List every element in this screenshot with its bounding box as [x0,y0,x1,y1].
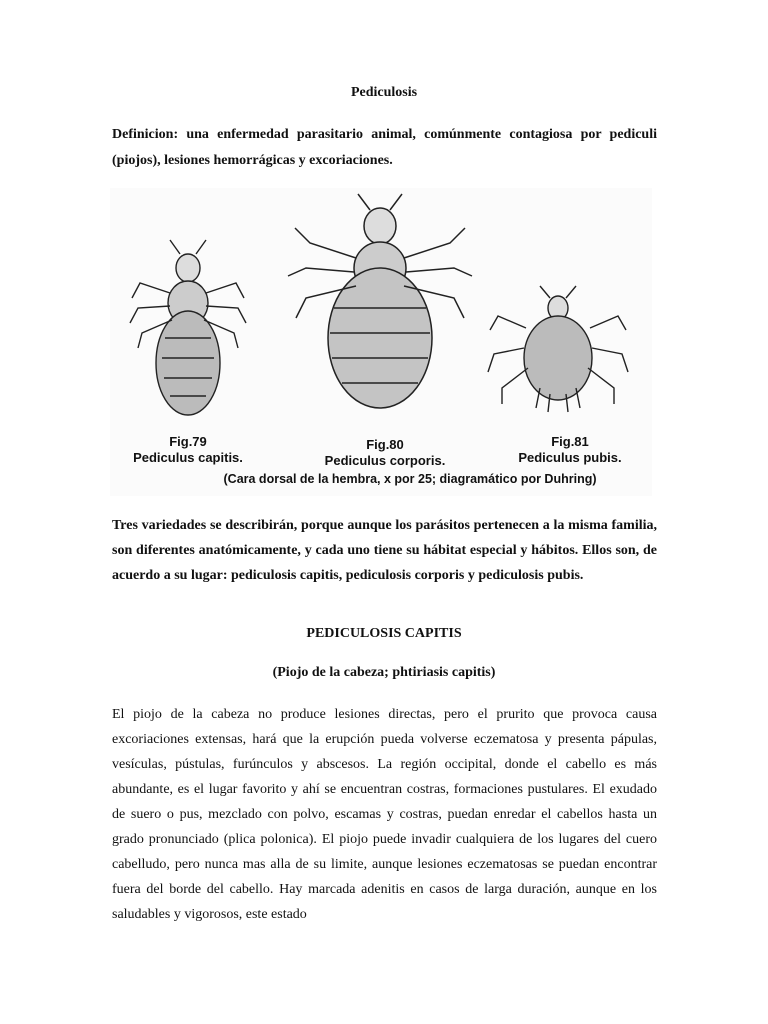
section-subheading: (Piojo de la cabeza; phtiriasis capitis) [272,665,496,680]
fig81-name: Pediculus pubis. [518,450,622,465]
fig80-number: Fig.80 [366,437,404,452]
fig79-name: Pediculus capitis. [133,450,243,465]
definition-paragraph: Definicion: una enfermedad parasitario animal, comúnmente contagiosa por pediculi (piojos), lesiones hemorrágicas y excoriaciones. [112,127,657,168]
intro-paragraph: Tres variedades se describirán, porque aunque los parásitos pertenecen a la misma familia, son diferentes anatómicamente, y cada uno tiene su hábitat especial y hábitos. Ellos son, de acuerdo a su lugar: pediculosis capitis, pediculosis corporis y pediculosis pubis. [112,518,657,583]
fig80-name: Pediculus corporis. [324,453,446,468]
lice-figure [110,188,652,496]
body-paragraph: El piojo de la cabeza no produce lesiones directas, pero el prurito que provoca causa excoriaciones extensas, hará que la erupción pueda volverse eczematosa y presenta pápulas, vesículas, pústulas, furúnculos y abscesos. La región occipital, donde el cabello es más abundante, es el lugar favorito y ahí se encuentran costras, formaciones pustulares. El exudado de suero o pus, mezclado con polvo, escamas y costras, puedan enredar el cabellos hasta un grado pronunciado (plica polonica). El piojo puede invadir cualquiera de los lugares del cuero cabelludo, pero nunca mas alla de su limite, aunque lesiones eczematosas se puedan encontrar fuera del borde del cabello. Hay marcada adenitis en casos de larga duración, aunque en los saludables y vigorosos, este estado [112,707,657,922]
fig81-label [510,434,630,466]
section-heading: PEDICULOSIS CAPITIS [306,626,462,641]
page-title: Pediculosis [350,85,418,100]
fig80-label [310,437,460,469]
figure-caption: (Cara dorsal de la hembra, x por 25; diagramático por Duhring) [223,472,597,486]
fig79-number: Fig.79 [169,434,207,449]
fig81-number: Fig.81 [551,434,589,449]
fig79-label [128,434,248,466]
